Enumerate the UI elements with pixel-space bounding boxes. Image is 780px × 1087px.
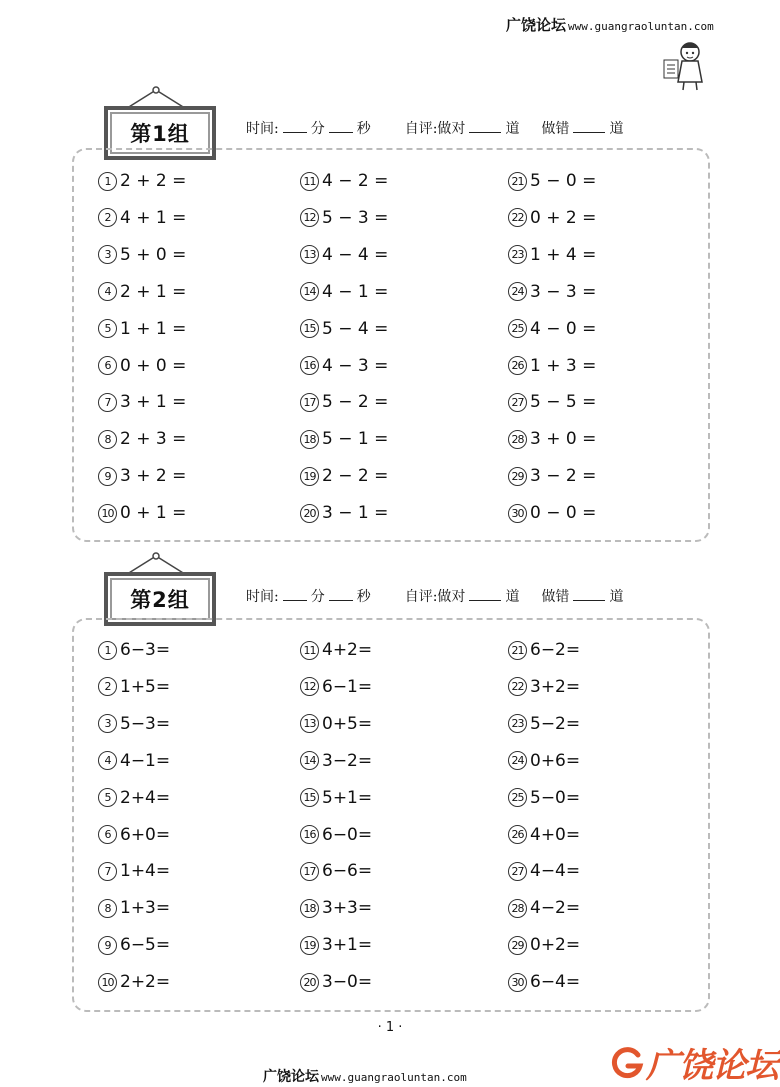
unit-label: 道	[505, 121, 520, 137]
problem-number: 21	[508, 641, 527, 660]
problem-number: 11	[300, 172, 319, 191]
problem-expression: 4+0=	[530, 824, 581, 845]
problem-item	[98, 677, 170, 697]
problem-item	[508, 714, 580, 734]
problem-item	[98, 972, 170, 992]
group-1-title: 第1组	[104, 106, 216, 160]
problem-number: 3	[98, 714, 117, 733]
problem-number: 9	[98, 467, 117, 486]
minute-label: 分	[310, 121, 325, 137]
problem-number: 29	[508, 467, 527, 486]
header-url[interactable]: www.guangraoluntan.com	[568, 20, 714, 33]
problem-number: 15	[300, 319, 319, 338]
problem-item	[508, 640, 580, 660]
problem-number: 8	[98, 899, 117, 918]
problem-number: 24	[508, 282, 527, 301]
problem-item	[508, 825, 580, 845]
second-label: 秒	[356, 121, 371, 137]
unit-label: 道	[609, 121, 624, 137]
problem-item	[98, 392, 186, 412]
problem-expression: 4 − 1 =	[322, 281, 389, 302]
problem-number: 26	[508, 825, 527, 844]
problem-expression: 2 + 3 =	[120, 429, 187, 450]
problem-item	[508, 208, 596, 228]
problem-expression: 2 + 1 =	[120, 281, 187, 302]
correct-label: 自评:做对	[404, 121, 466, 137]
problem-expression: 4 − 4 =	[322, 244, 389, 265]
problem-expression: 0 + 1 =	[120, 503, 187, 524]
problem-expression: 0 + 0 =	[120, 355, 187, 376]
problem-expression: 5 − 3 =	[322, 207, 389, 228]
problem-number: 17	[300, 393, 319, 412]
correct-blank[interactable]	[469, 600, 501, 601]
group-1	[0, 86, 780, 546]
problem-expression: 4−2=	[530, 898, 581, 919]
problem-item	[300, 825, 372, 845]
group-2	[0, 552, 780, 1012]
problem-expression: 1+5=	[120, 676, 171, 697]
problem-item	[300, 972, 372, 992]
problem-expression: 5−3=	[120, 713, 171, 734]
problem-number: 22	[508, 208, 527, 227]
wrong-label: 做错	[541, 121, 570, 137]
problem-expression: 2 + 2 =	[120, 171, 187, 191]
problem-item	[300, 861, 372, 881]
problem-expression: 3+3=	[322, 898, 373, 919]
problem-item	[98, 861, 170, 881]
minute-blank[interactable]	[283, 600, 307, 601]
problem-number: 17	[300, 862, 319, 881]
problem-expression: 6−0=	[322, 824, 373, 845]
problem-item	[98, 245, 186, 265]
problem-item	[300, 171, 388, 191]
unit-label: 道	[505, 589, 520, 605]
group-2-title: 第2组	[104, 572, 216, 626]
problem-number: 4	[98, 282, 117, 301]
problem-item	[300, 429, 388, 449]
logo-mark-icon	[610, 1046, 644, 1080]
problem-number: 2	[98, 208, 117, 227]
problem-number: 27	[508, 393, 527, 412]
problem-expression: 3 − 2 =	[530, 466, 597, 487]
minute-blank[interactable]	[283, 132, 307, 133]
problem-number: 24	[508, 751, 527, 770]
problem-expression: 6−2=	[530, 640, 581, 660]
problem-expression: 5−0=	[530, 787, 581, 808]
problem-item	[98, 282, 186, 302]
problem-item	[508, 503, 596, 523]
problem-expression: 6−1=	[322, 676, 373, 697]
problem-item	[508, 466, 596, 486]
problem-expression: 2 − 2 =	[322, 466, 389, 487]
problem-expression: 4 − 2 =	[322, 171, 389, 191]
problem-number: 4	[98, 751, 117, 770]
problem-item	[300, 677, 372, 697]
problem-expression: 5 − 1 =	[322, 429, 389, 450]
correct-blank[interactable]	[469, 132, 501, 133]
problem-item	[508, 245, 596, 265]
problem-expression: 4 − 3 =	[322, 355, 389, 376]
wrong-label: 做错	[541, 589, 570, 605]
problem-expression: 1 + 1 =	[120, 318, 187, 339]
problem-item	[98, 898, 170, 918]
problem-expression: 5 − 4 =	[322, 318, 389, 339]
problem-number: 16	[300, 825, 319, 844]
problem-item	[300, 245, 388, 265]
footer-url[interactable]: www.guangraoluntan.com	[321, 1071, 467, 1084]
problem-expression: 2+2=	[120, 972, 171, 993]
problem-number: 11	[300, 641, 319, 660]
problem-expression: 1+3=	[120, 898, 171, 919]
problem-number: 28	[508, 899, 527, 918]
problem-number: 7	[98, 393, 117, 412]
problem-item	[508, 429, 596, 449]
problem-item	[508, 751, 580, 771]
problem-number: 27	[508, 862, 527, 881]
problem-item	[98, 466, 186, 486]
problem-item	[508, 356, 596, 376]
problem-number: 5	[98, 319, 117, 338]
problem-expression: 3 + 2 =	[120, 466, 187, 487]
problem-number: 30	[508, 973, 527, 992]
problem-number: 14	[300, 751, 319, 770]
problem-number: 29	[508, 936, 527, 955]
problem-number: 12	[300, 677, 319, 696]
problem-expression: 3 − 1 =	[322, 503, 389, 524]
problem-number: 18	[300, 430, 319, 449]
problem-item	[300, 319, 388, 339]
problem-item	[300, 788, 372, 808]
problem-number: 14	[300, 282, 319, 301]
problem-expression: 2+4=	[120, 787, 171, 808]
problem-number: 2	[98, 677, 117, 696]
problem-item	[508, 935, 580, 955]
problem-number: 1	[98, 641, 117, 660]
problem-expression: 6−4=	[530, 972, 581, 993]
problem-item	[300, 392, 388, 412]
problem-number: 8	[98, 430, 117, 449]
problem-expression: 0 + 2 =	[530, 207, 597, 228]
problem-expression: 5 − 5 =	[530, 392, 597, 413]
problem-item	[300, 282, 388, 302]
problem-number: 25	[508, 788, 527, 807]
problem-expression: 4−4=	[530, 861, 581, 882]
problem-expression: 6−5=	[120, 935, 171, 956]
problem-item	[98, 935, 170, 955]
correct-label: 自评:做对	[404, 589, 466, 605]
problem-item	[300, 503, 388, 523]
problem-number: 13	[300, 714, 319, 733]
problem-expression: 3 + 1 =	[120, 392, 187, 413]
problem-number: 22	[508, 677, 527, 696]
problem-expression: 5 + 0 =	[120, 244, 187, 265]
group-2-meta	[246, 586, 623, 606]
problem-number: 19	[300, 936, 319, 955]
problem-number: 20	[300, 973, 319, 992]
problem-item	[300, 751, 372, 771]
problem-number: 19	[300, 467, 319, 486]
problem-item	[300, 466, 388, 486]
problem-item	[300, 714, 372, 734]
problem-number: 25	[508, 319, 527, 338]
problem-expression: 1 + 4 =	[530, 244, 597, 265]
problem-number: 23	[508, 245, 527, 264]
problem-item	[508, 861, 580, 881]
logo-text: 广饶论坛	[646, 1046, 778, 1086]
problem-item	[508, 282, 596, 302]
minute-label: 分	[310, 589, 325, 605]
problem-expression: 0+6=	[530, 750, 581, 771]
problem-expression: 4 + 1 =	[120, 207, 187, 228]
problem-item	[300, 640, 372, 660]
group-1-meta	[246, 118, 623, 138]
second-blank[interactable]	[329, 132, 353, 133]
problem-number: 9	[98, 936, 117, 955]
header-brand-name: 广饶论坛	[506, 16, 567, 34]
page-number: · 1 ·	[377, 1020, 403, 1035]
problem-item	[508, 788, 580, 808]
problem-item	[98, 208, 186, 228]
problem-number: 15	[300, 788, 319, 807]
unit-label: 道	[609, 589, 624, 605]
problem-expression: 4+2=	[322, 640, 373, 660]
problem-number: 10	[98, 504, 117, 523]
problem-item	[508, 171, 596, 191]
time-label: 时间:	[246, 121, 279, 137]
problem-expression: 6−3=	[120, 640, 171, 660]
problem-expression: 5−2=	[530, 713, 581, 734]
problem-number: 28	[508, 430, 527, 449]
problem-item	[508, 677, 580, 697]
problem-expression: 3−2=	[322, 750, 373, 771]
problem-item	[98, 429, 186, 449]
problem-item	[98, 319, 186, 339]
footer-brand-name: 广饶论坛	[263, 1069, 319, 1085]
problem-expression: 0 − 0 =	[530, 503, 597, 524]
time-label: 时间:	[246, 589, 279, 605]
problem-expression: 1 + 3 =	[530, 355, 597, 376]
problem-expression: 5+1=	[322, 787, 373, 808]
problem-item	[98, 503, 186, 523]
second-label: 秒	[356, 589, 371, 605]
problem-expression: 3 − 3 =	[530, 281, 597, 302]
problem-item	[98, 825, 170, 845]
wrong-blank[interactable]	[573, 600, 605, 601]
problem-number: 13	[300, 245, 319, 264]
problem-expression: 6+0=	[120, 824, 171, 845]
problem-number: 12	[300, 208, 319, 227]
problem-number: 6	[98, 356, 117, 375]
problem-expression: 4−1=	[120, 750, 171, 771]
problem-number: 7	[98, 862, 117, 881]
problem-expression: 3+2=	[530, 676, 581, 697]
problem-expression: 3+1=	[322, 935, 373, 956]
problem-number: 3	[98, 245, 117, 264]
second-blank[interactable]	[329, 600, 353, 601]
problem-number: 23	[508, 714, 527, 733]
problem-item	[508, 898, 580, 918]
problem-item	[300, 898, 372, 918]
problem-number: 5	[98, 788, 117, 807]
problem-expression: 5 − 2 =	[322, 392, 389, 413]
problem-item	[300, 208, 388, 228]
problem-item	[300, 356, 388, 376]
problem-item	[508, 392, 596, 412]
footer-brand	[263, 1066, 467, 1086]
problem-expression: 4 − 0 =	[530, 318, 597, 339]
problem-number: 21	[508, 172, 527, 191]
problem-expression: 3−0=	[322, 972, 373, 993]
problem-number: 26	[508, 356, 527, 375]
problem-item	[98, 751, 170, 771]
problem-number: 30	[508, 504, 527, 523]
problem-expression: 0+5=	[322, 713, 373, 734]
problem-expression: 1+4=	[120, 861, 171, 882]
problem-expression: 0+2=	[530, 935, 581, 956]
problem-item	[98, 356, 186, 376]
header-brand	[506, 14, 714, 35]
problem-item	[98, 788, 170, 808]
problem-item	[508, 972, 580, 992]
problem-expression: 5 − 0 =	[530, 171, 597, 191]
problem-item	[98, 714, 170, 734]
site-logo[interactable]	[610, 1038, 778, 1087]
problem-item	[98, 640, 170, 660]
problem-item	[300, 935, 372, 955]
problem-number: 6	[98, 825, 117, 844]
problem-item	[508, 319, 596, 339]
problem-expression: 3 + 0 =	[530, 429, 597, 450]
problem-item	[98, 171, 186, 191]
wrong-blank[interactable]	[573, 132, 605, 133]
problem-number: 1	[98, 172, 117, 191]
problem-number: 10	[98, 973, 117, 992]
problem-number: 20	[300, 504, 319, 523]
problem-number: 16	[300, 356, 319, 375]
problem-number: 18	[300, 899, 319, 918]
problem-expression: 6−6=	[322, 861, 373, 882]
